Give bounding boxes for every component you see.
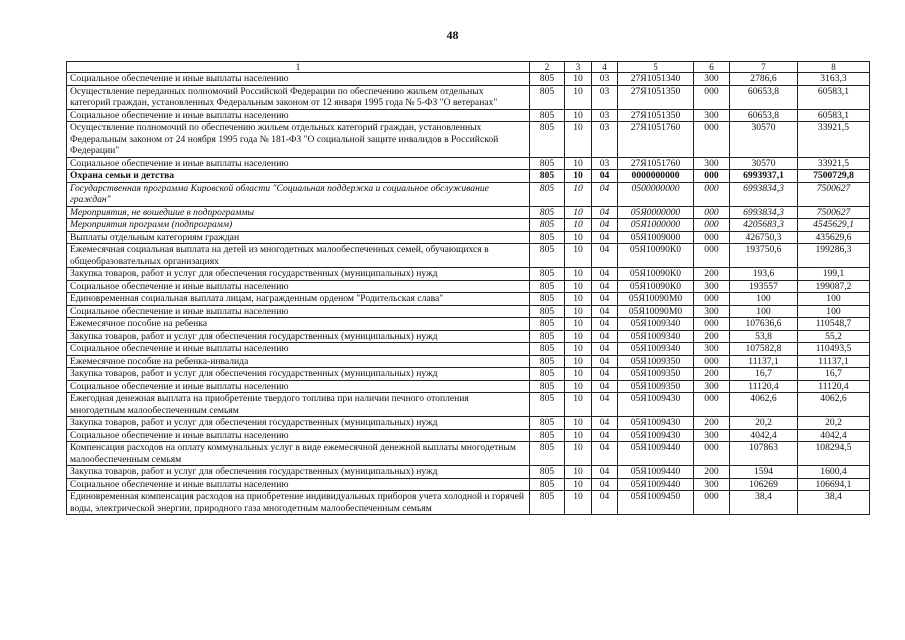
amount-year2-cell: 110548,7: [798, 318, 870, 331]
table-row: [67, 442, 870, 466]
ministry-code-cell: 805: [530, 305, 565, 318]
ministry-code-cell: 805: [530, 393, 565, 417]
amount-year1-cell: 107636,6: [730, 318, 798, 331]
ministry-code-cell: 805: [530, 429, 565, 442]
target-article-cell: 05Я1009430: [618, 393, 694, 417]
section-code-cell: 10: [565, 442, 592, 466]
table-body: [67, 73, 870, 515]
amount-year1-cell: 107582,8: [730, 343, 798, 356]
subsection-code-cell: 04: [592, 182, 618, 206]
ministry-code-cell: 805: [530, 170, 565, 183]
subsection-code-cell: 04: [592, 170, 618, 183]
row-name-cell: Ежемесячное пособие на ребенка-инвалида: [67, 355, 530, 368]
table-row: [67, 122, 870, 158]
page-number: 48: [446, 28, 459, 42]
row-name-cell: Социальное обеспечение и иные выплаты населению: [67, 73, 530, 86]
section-code-cell: 10: [565, 355, 592, 368]
column-header: 8: [798, 62, 870, 73]
table-row: [67, 109, 870, 122]
ministry-code-cell: 805: [530, 73, 565, 86]
section-code-cell: 10: [565, 343, 592, 356]
subsection-code-cell: 04: [592, 244, 618, 268]
row-name-cell: Мероприятия, не вошедшие в подпрограммы: [67, 206, 530, 219]
expense-type-cell: 300: [694, 109, 730, 122]
target-article-cell: 05Я1009350: [618, 368, 694, 381]
ministry-code-cell: 805: [530, 268, 565, 281]
table-row: [67, 429, 870, 442]
target-article-cell: 05Я1009440: [618, 478, 694, 491]
table-row: [67, 380, 870, 393]
amount-year2-cell: 108294,5: [798, 442, 870, 466]
subsection-code-cell: 04: [592, 318, 618, 331]
ministry-code-cell: 805: [530, 109, 565, 122]
ministry-code-cell: 805: [530, 157, 565, 170]
section-code-cell: 10: [565, 305, 592, 318]
amount-year2-cell: 60583,1: [798, 85, 870, 109]
expense-type-cell: 300: [694, 343, 730, 356]
column-header: 4: [592, 62, 618, 73]
target-article-cell: 27Я1051760: [618, 122, 694, 158]
row-name-cell: Социальное обеспечение и иные выплаты населению: [67, 429, 530, 442]
row-name-cell: Государственная программа Кировской области "Социальная поддержка и социальное обслуживание граждан": [67, 182, 530, 206]
subsection-code-cell: 04: [592, 293, 618, 306]
target-article-cell: 05Я1009440: [618, 466, 694, 479]
amount-year2-cell: 100: [798, 293, 870, 306]
ministry-code-cell: 805: [530, 368, 565, 381]
ministry-code-cell: 805: [530, 293, 565, 306]
amount-year1-cell: 106269: [730, 478, 798, 491]
table-row: [67, 85, 870, 109]
row-name-cell: Ежемесячное пособие на ребенка: [67, 318, 530, 331]
expense-type-cell: 200: [694, 466, 730, 479]
row-name-cell: Осуществление переданных полномочий Российской Федерации по обеспечению жильем отдельных категорий граждан, установленных Федеральным законом от 12 января 1995 года № 5-ФЗ "О ветеранах": [67, 85, 530, 109]
table-row: [67, 355, 870, 368]
row-name-cell: Социальное обеспечение и иные выплаты населению: [67, 380, 530, 393]
ministry-code-cell: 805: [530, 280, 565, 293]
target-article-cell: 05Я0000000: [618, 206, 694, 219]
target-article-cell: 05Я1009340: [618, 318, 694, 331]
column-header: 3: [565, 62, 592, 73]
row-name-cell: Единовременная компенсация расходов на приобретение индивидуальных приборов учета холодной и горячей воды, электрической энергии, природного газа многодетным малообеспеченным семьям: [67, 491, 530, 515]
expense-type-cell: 300: [694, 429, 730, 442]
target-article-cell: 05Я1000000: [618, 219, 694, 232]
table-row: [67, 343, 870, 356]
target-article-cell: 05Я10090К0: [618, 280, 694, 293]
amount-year1-cell: 4042,4: [730, 429, 798, 442]
budget-table: [66, 61, 870, 515]
table-row: [67, 330, 870, 343]
amount-year1-cell: 11120,4: [730, 380, 798, 393]
section-code-cell: 10: [565, 280, 592, 293]
target-article-cell: 27Я1051350: [618, 109, 694, 122]
amount-year2-cell: 33921,5: [798, 157, 870, 170]
amount-year1-cell: 2786,6: [730, 73, 798, 86]
ministry-code-cell: 805: [530, 380, 565, 393]
ministry-code-cell: 805: [530, 466, 565, 479]
section-code-cell: 10: [565, 268, 592, 281]
table-row: [67, 478, 870, 491]
section-code-cell: 10: [565, 73, 592, 86]
target-article-cell: 05Я1009450: [618, 491, 694, 515]
subsection-code-cell: 04: [592, 305, 618, 318]
row-name-cell: Закупка товаров, работ и услуг для обеспечения государственных (муниципальных) нужд: [67, 417, 530, 430]
subsection-code-cell: 04: [592, 231, 618, 244]
column-header: 5: [618, 62, 694, 73]
section-code-cell: 10: [565, 393, 592, 417]
subsection-code-cell: 03: [592, 122, 618, 158]
row-name-cell: Социальное обеспечение и иные выплаты населению: [67, 280, 530, 293]
column-number-header-row: [67, 62, 870, 73]
amount-year1-cell: 4062,6: [730, 393, 798, 417]
ministry-code-cell: 805: [530, 355, 565, 368]
amount-year1-cell: 16,7: [730, 368, 798, 381]
subsection-code-cell: 04: [592, 478, 618, 491]
table-row: [67, 318, 870, 331]
amount-year2-cell: 60583,1: [798, 109, 870, 122]
table-row: [67, 393, 870, 417]
subsection-code-cell: 04: [592, 393, 618, 417]
row-name-cell: Охрана семьи и детства: [67, 170, 530, 183]
amount-year1-cell: 60653,8: [730, 109, 798, 122]
table-row: [67, 182, 870, 206]
target-article-cell: 05Я10090К0: [618, 244, 694, 268]
amount-year2-cell: 100: [798, 305, 870, 318]
target-article-cell: 05Я1009340: [618, 343, 694, 356]
expense-type-cell: 000: [694, 231, 730, 244]
table-row: [67, 293, 870, 306]
table-row: [67, 368, 870, 381]
ministry-code-cell: 805: [530, 478, 565, 491]
amount-year1-cell: 6993834,3: [730, 206, 798, 219]
expense-type-cell: 200: [694, 417, 730, 430]
expense-type-cell: 000: [694, 244, 730, 268]
target-article-cell: 05Я1009440: [618, 442, 694, 466]
amount-year1-cell: 100: [730, 305, 798, 318]
amount-year2-cell: 33921,5: [798, 122, 870, 158]
section-code-cell: 10: [565, 219, 592, 232]
amount-year1-cell: 11137,1: [730, 355, 798, 368]
expense-type-cell: 000: [694, 122, 730, 158]
amount-year2-cell: 199087,2: [798, 280, 870, 293]
subsection-code-cell: 04: [592, 219, 618, 232]
row-name-cell: Мероприятия программ (подпрограмм): [67, 219, 530, 232]
row-name-cell: Закупка товаров, работ и услуг для обеспечения государственных (муниципальных) нужд: [67, 466, 530, 479]
table-row: [67, 305, 870, 318]
subsection-code-cell: 04: [592, 380, 618, 393]
expense-type-cell: 000: [694, 318, 730, 331]
subsection-code-cell: 04: [592, 343, 618, 356]
table-row: [67, 73, 870, 86]
target-article-cell: 05Я1009430: [618, 429, 694, 442]
amount-year2-cell: 106694,1: [798, 478, 870, 491]
amount-year2-cell: 38,4: [798, 491, 870, 515]
expense-type-cell: 000: [694, 170, 730, 183]
subsection-code-cell: 03: [592, 85, 618, 109]
amount-year2-cell: 16,7: [798, 368, 870, 381]
subsection-code-cell: 04: [592, 442, 618, 466]
row-name-cell: Закупка товаров, работ и услуг для обеспечения государственных (муниципальных) нужд: [67, 330, 530, 343]
subsection-code-cell: 04: [592, 466, 618, 479]
expense-type-cell: 000: [694, 442, 730, 466]
target-article-cell: 05Я10090К0: [618, 268, 694, 281]
amount-year1-cell: 30570: [730, 122, 798, 158]
target-article-cell: 0000000000: [618, 170, 694, 183]
target-article-cell: 05Я1009430: [618, 417, 694, 430]
row-name-cell: Ежемесячная социальная выплата на детей из многодетных малообеспеченных семей, обучающихся в общеобразовательных организациях: [67, 244, 530, 268]
amount-year2-cell: 7500627: [798, 182, 870, 206]
subsection-code-cell: 04: [592, 417, 618, 430]
section-code-cell: 10: [565, 293, 592, 306]
target-article-cell: 05Я1009350: [618, 355, 694, 368]
row-name-cell: Ежегодная денежная выплата на приобретение твердого топлива при наличии печного отопления многодетным малообеспеченным семьям: [67, 393, 530, 417]
target-article-cell: 05Я1009350: [618, 380, 694, 393]
ministry-code-cell: 805: [530, 219, 565, 232]
amount-year1-cell: 53,8: [730, 330, 798, 343]
amount-year2-cell: 7500627: [798, 206, 870, 219]
ministry-code-cell: 805: [530, 182, 565, 206]
amount-year1-cell: 6993937,1: [730, 170, 798, 183]
amount-year2-cell: 11120,4: [798, 380, 870, 393]
section-code-cell: 10: [565, 231, 592, 244]
row-name-cell: Единовременная социальная выплата лицам, награжденным орденом "Родительская слава": [67, 293, 530, 306]
amount-year1-cell: 107863: [730, 442, 798, 466]
table-row: [67, 268, 870, 281]
subsection-code-cell: 04: [592, 280, 618, 293]
amount-year2-cell: 7500729,8: [798, 170, 870, 183]
amount-year1-cell: 38,4: [730, 491, 798, 515]
table-row: [67, 244, 870, 268]
ministry-code-cell: 805: [530, 318, 565, 331]
expense-type-cell: 000: [694, 293, 730, 306]
row-name-cell: Социальное обеспечение и иные выплаты населению: [67, 478, 530, 491]
amount-year2-cell: 4062,6: [798, 393, 870, 417]
target-article-cell: 05Я1009000: [618, 231, 694, 244]
target-article-cell: 27Я1051350: [618, 85, 694, 109]
expense-type-cell: 200: [694, 368, 730, 381]
expense-type-cell: 300: [694, 305, 730, 318]
table-row: [67, 466, 870, 479]
subsection-code-cell: 04: [592, 368, 618, 381]
expense-type-cell: 000: [694, 355, 730, 368]
table-row: [67, 157, 870, 170]
amount-year1-cell: 426750,3: [730, 231, 798, 244]
section-code-cell: 10: [565, 330, 592, 343]
target-article-cell: 05Я1009340: [618, 330, 694, 343]
section-code-cell: 10: [565, 182, 592, 206]
expense-type-cell: 200: [694, 330, 730, 343]
ministry-code-cell: 805: [530, 343, 565, 356]
column-header: 1: [67, 62, 530, 73]
expense-type-cell: 000: [694, 219, 730, 232]
amount-year1-cell: 193557: [730, 280, 798, 293]
section-code-cell: 10: [565, 417, 592, 430]
target-article-cell: 27Я1051760: [618, 157, 694, 170]
subsection-code-cell: 04: [592, 268, 618, 281]
table-row: [67, 491, 870, 515]
section-code-cell: 10: [565, 380, 592, 393]
section-code-cell: 10: [565, 122, 592, 158]
amount-year1-cell: 30570: [730, 157, 798, 170]
subsection-code-cell: 03: [592, 73, 618, 86]
section-code-cell: 10: [565, 170, 592, 183]
expense-type-cell: 300: [694, 380, 730, 393]
expense-type-cell: 000: [694, 393, 730, 417]
section-code-cell: 10: [565, 478, 592, 491]
ministry-code-cell: 805: [530, 122, 565, 158]
subsection-code-cell: 04: [592, 491, 618, 515]
expense-type-cell: 300: [694, 478, 730, 491]
column-header: 6: [694, 62, 730, 73]
column-header: 7: [730, 62, 798, 73]
table-row: [67, 417, 870, 430]
expense-type-cell: 000: [694, 206, 730, 219]
table-row: [67, 206, 870, 219]
section-code-cell: 10: [565, 491, 592, 515]
target-article-cell: 05Я10090М0: [618, 293, 694, 306]
expense-type-cell: 000: [694, 182, 730, 206]
ministry-code-cell: 805: [530, 244, 565, 268]
ministry-code-cell: 805: [530, 330, 565, 343]
amount-year2-cell: 199,1: [798, 268, 870, 281]
expense-type-cell: 300: [694, 157, 730, 170]
row-name-cell: Осуществление полномочий по обеспечению жильем отдельных категорий граждан, установленных Федеральным законом от 24 ноября 1995 года № 181-ФЗ "О социальной защите инвалидов в Российской Федерации": [67, 122, 530, 158]
section-code-cell: 10: [565, 368, 592, 381]
amount-year1-cell: 1594: [730, 466, 798, 479]
row-name-cell: Закупка товаров, работ и услуг для обеспечения государственных (муниципальных) нужд: [67, 368, 530, 381]
amount-year2-cell: 11137,1: [798, 355, 870, 368]
ministry-code-cell: 805: [530, 442, 565, 466]
amount-year1-cell: 193750,6: [730, 244, 798, 268]
row-name-cell: Социальное обеспечение и иные выплаты населению: [67, 157, 530, 170]
section-code-cell: 10: [565, 85, 592, 109]
column-header: 2: [530, 62, 565, 73]
section-code-cell: 10: [565, 429, 592, 442]
amount-year2-cell: 4042,4: [798, 429, 870, 442]
table-row: [67, 231, 870, 244]
amount-year1-cell: 4205683,3: [730, 219, 798, 232]
expense-type-cell: 000: [694, 85, 730, 109]
amount-year2-cell: 20,2: [798, 417, 870, 430]
ministry-code-cell: 805: [530, 85, 565, 109]
amount-year2-cell: 1600,4: [798, 466, 870, 479]
expense-type-cell: 300: [694, 280, 730, 293]
amount-year1-cell: 60653,8: [730, 85, 798, 109]
ministry-code-cell: 805: [530, 417, 565, 430]
table-row: [67, 280, 870, 293]
subsection-code-cell: 04: [592, 355, 618, 368]
section-code-cell: 10: [565, 244, 592, 268]
row-name-cell: Социальное обеспечение и иные выплаты населению: [67, 343, 530, 356]
expense-type-cell: 300: [694, 73, 730, 86]
section-code-cell: 10: [565, 157, 592, 170]
ministry-code-cell: 805: [530, 231, 565, 244]
amount-year2-cell: 3163,3: [798, 73, 870, 86]
section-code-cell: 10: [565, 318, 592, 331]
amount-year1-cell: 20,2: [730, 417, 798, 430]
subsection-code-cell: 03: [592, 109, 618, 122]
target-article-cell: 27Я1051340: [618, 73, 694, 86]
amount-year1-cell: 100: [730, 293, 798, 306]
subsection-code-cell: 04: [592, 429, 618, 442]
amount-year2-cell: 55,2: [798, 330, 870, 343]
amount-year1-cell: 193,6: [730, 268, 798, 281]
amount-year2-cell: 199286,3: [798, 244, 870, 268]
row-name-cell: Социальное обеспечение и иные выплаты населению: [67, 305, 530, 318]
amount-year2-cell: 4545629,1: [798, 219, 870, 232]
section-code-cell: 10: [565, 109, 592, 122]
table-row: [67, 219, 870, 232]
expense-type-cell: 200: [694, 268, 730, 281]
section-code-cell: 10: [565, 466, 592, 479]
subsection-code-cell: 04: [592, 330, 618, 343]
subsection-code-cell: 03: [592, 157, 618, 170]
ministry-code-cell: 805: [530, 206, 565, 219]
amount-year1-cell: 6993834,3: [730, 182, 798, 206]
target-article-cell: 05Я10090М0: [618, 305, 694, 318]
expense-type-cell: 000: [694, 491, 730, 515]
row-name-cell: Компенсация расходов на оплату коммунальных услуг в виде ежемесячной денежной выплаты многодетным малообеспеченным семьям: [67, 442, 530, 466]
section-code-cell: 10: [565, 206, 592, 219]
table-row: [67, 170, 870, 183]
ministry-code-cell: 805: [530, 491, 565, 515]
row-name-cell: Закупка товаров, работ и услуг для обеспечения государственных (муниципальных) нужд: [67, 268, 530, 281]
amount-year2-cell: 435629,6: [798, 231, 870, 244]
subsection-code-cell: 04: [592, 206, 618, 219]
target-article-cell: 0500000000: [618, 182, 694, 206]
row-name-cell: Социальное обеспечение и иные выплаты населению: [67, 109, 530, 122]
row-name-cell: Выплаты отдельным категориям граждан: [67, 231, 530, 244]
amount-year2-cell: 110493,5: [798, 343, 870, 356]
